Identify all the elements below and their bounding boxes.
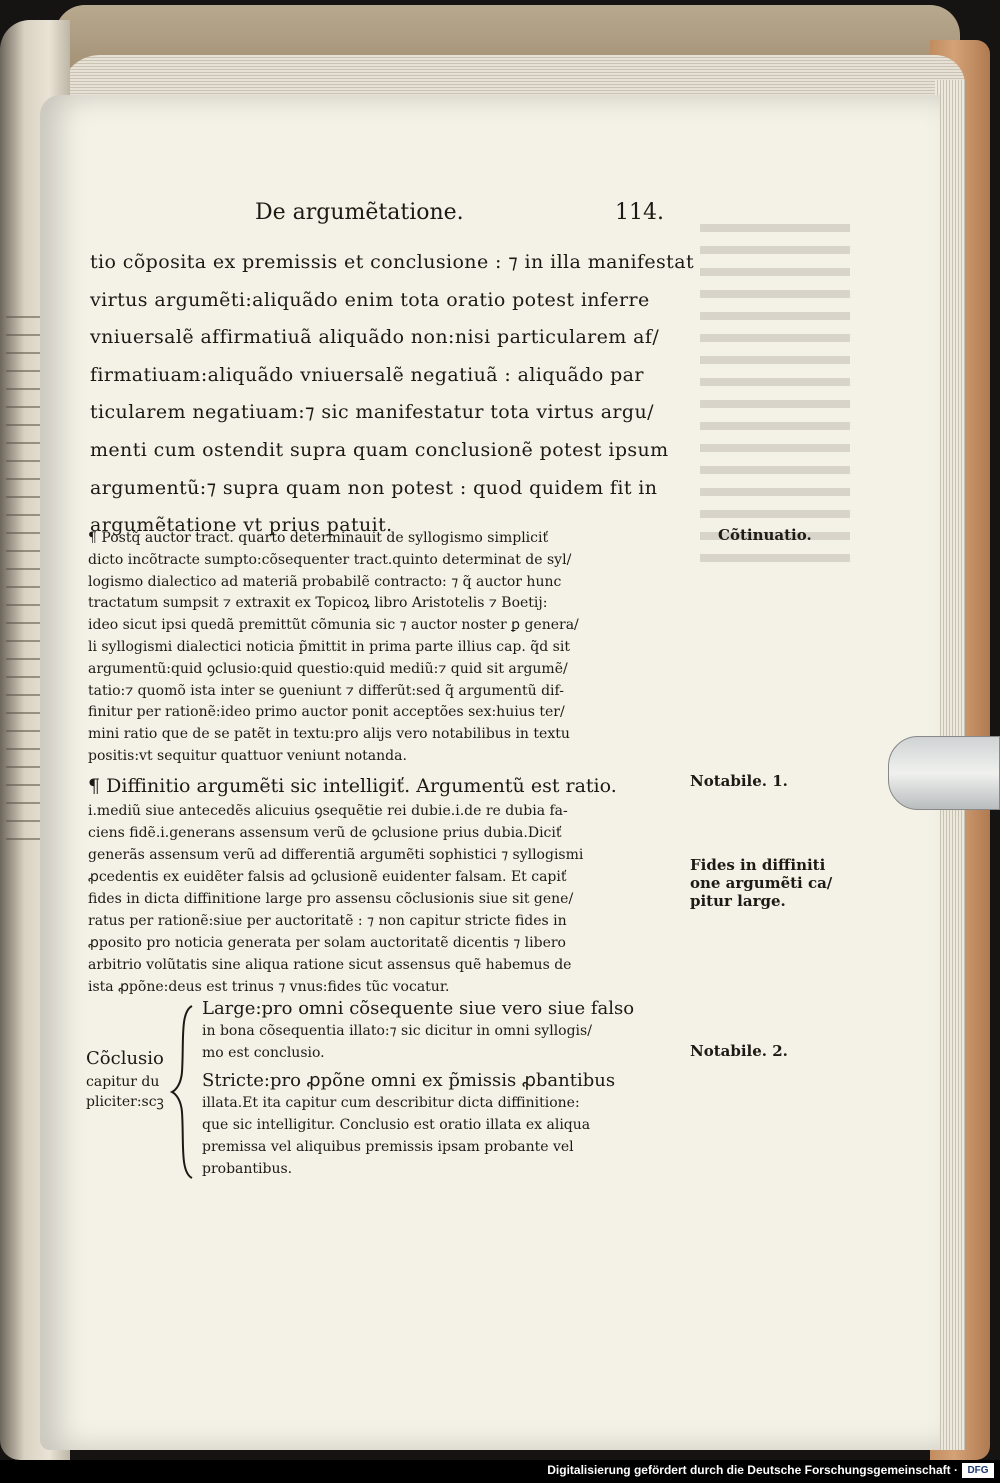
margin-note-notabile-1: Notabile. 1. [690,772,788,790]
text-line: ¶ Postq̃ auctor tract. quarto determinauit de syllogismo simpliciť [88,530,549,546]
branch-stricte [202,1070,692,1180]
dfg-logo: DFG [962,1463,994,1478]
text-line: ideo sicut ipsi quedã premittũt cõmunia sic ⁊ auctor noster ꝑ genera/ [88,617,579,634]
text-line: tatio:⁊ quomõ ista inter se ꝯueniunt ⁊ differũt:sed q̃ argumentũ dif- [88,682,564,699]
text-line: pitur large. [690,892,786,910]
text-line: probantibus. [202,1161,293,1177]
text-line: mo est conclusio. [202,1045,325,1061]
text-line: one argumẽti ca/ [690,874,833,892]
text-line: Large:pro omni cõsequente siue vero siue falso [202,998,635,1019]
running-header: De argumẽtatione. [255,200,464,225]
text-line: firmatiuam:aliquãdo vniuersalẽ negatiuã : aliquãdo par [90,363,644,386]
text-line: ꝓposito pro noticia generata per solam auctoritatẽ dicentis ⁊ libero [88,935,566,951]
text-line: pliciter:scꝫ [86,1094,164,1110]
show-through-text [700,210,850,576]
text-line: li syllogismi dialectici noticia p̃mittit in prima parte illius cap. q̃d sit [88,638,570,655]
text-line: Cõclusio [86,1048,164,1069]
text-line: ꝓcedentis ex euidẽter falsis ad ꝯclusionẽ euidenter falsam. Et capiť [88,869,567,885]
text-line: ¶ Diffinitio argumẽti sic intelligiť. Argumentũ est ratio. [88,775,617,797]
text-line: logismo dialectico ad materiã probabilẽ contracto: ⁊ q̃ auctor hunc [88,573,562,590]
text-line: positis:vt sequitur quattuor veniunt notanda. [88,747,407,764]
text-line: tractatum sumpsit ⁊ extraxit ex Topicoꝝ libro Aristotelis ⁊ Boetij: [88,595,548,612]
text-line: ratus per rationẽ:siue per auctoritatẽ : ⁊ non capitur stricte fides in [88,913,567,929]
text-line: que sic intelligitur. Conclusio est oratio illata ex aliqua [202,1117,591,1133]
text-line: generãs assensum verũ ad differentiã argumẽti sophistici ⁊ syllogismi [88,847,584,863]
text-line: Fides in diffiniti [690,856,826,874]
text-line: vniuersalẽ affirmatiuã aliquãdo non:nisi particularem af/ [90,326,660,349]
text-line: in bona cõsequentia illato:⁊ sic dicitur in omni syllogis/ [202,1023,592,1039]
conclusio-label [86,1046,164,1112]
page-clip [888,736,1000,810]
paragraph-commentary-1 [88,528,688,768]
text-line: argumentũ:quid ꝯclusio:quid questio:quid mediũ:⁊ quid sit argumẽ/ [88,660,568,677]
footer-bar [0,1460,1000,1483]
text-line: ciens fidẽ.i.generans assensum verũ de ꝯclusione prius dubia.Diciť [88,825,562,841]
text-line: fides in dicta diffinitione large pro assensu cõclusionis siue sit gene/ [88,891,574,907]
text-line: capitur du [86,1074,160,1090]
text-line: Stricte:pro ꝓpõne omni ex p̃missis ꝓbantibus [202,1070,616,1091]
text-line: dicto incõtracte sumpto:cõsequenter tract.quinto determinat de syl/ [88,551,572,568]
paragraph-commentary-2 [88,772,688,998]
text-line: illata.Et ita capitur cum describitur dicta diffinitione: [202,1095,580,1111]
folio-number: 114. [615,200,664,225]
text-line: finitur per rationẽ:ideo primo auctor ponit acceptões sex:huius ter/ [88,704,565,721]
text-line: argumẽtatione vt prius patuit. [90,514,393,537]
text-line: virtus argumẽti:aliquãdo enim tota oratio potest inferre [90,288,650,311]
text-line: ticularem negatiuam:⁊ sic manifestatur tota virtus argu/ [90,401,654,424]
text-line: i.mediũ siue antecedẽs alicuius ꝯsequẽtie rei dubie.i.de re dubia fa- [88,803,568,819]
curly-brace [170,1002,200,1182]
main-text-block [90,244,694,545]
margin-note-fides [690,856,832,910]
text-line: argumentũ:⁊ supra quam non potest : quod quidem fit in [90,476,658,499]
branch-large [202,998,692,1064]
text-line: arbitrio volũtatis sine aliqua ratione sicut assensus quẽ habemus de [88,957,572,973]
text-line: ista ꝓpõne:deus est trinus ⁊ vnus:fides tũc vocatur. [88,979,450,995]
margin-note-continuatio: Cõtinuatio. [718,526,812,544]
text-line: premissa vel aliquibus premissis ipsam probante vel [202,1139,574,1155]
text-line: mini ratio que de se patẽt in textu:pro alijs vero notabilibus in textu [88,726,570,743]
margin-note-notabile-2: Notabile. 2. [690,1042,788,1060]
text-line: menti cum ostendit supra quam conclusionẽ potest ipsum [90,438,669,461]
text-line: tio cõposita ex premissis et conclusione : ⁊ in illa manifestat [90,251,694,273]
footer-credit: Digitalisierung gefördert durch die Deutsche Forschungsgemeinschaft · [547,1463,958,1477]
